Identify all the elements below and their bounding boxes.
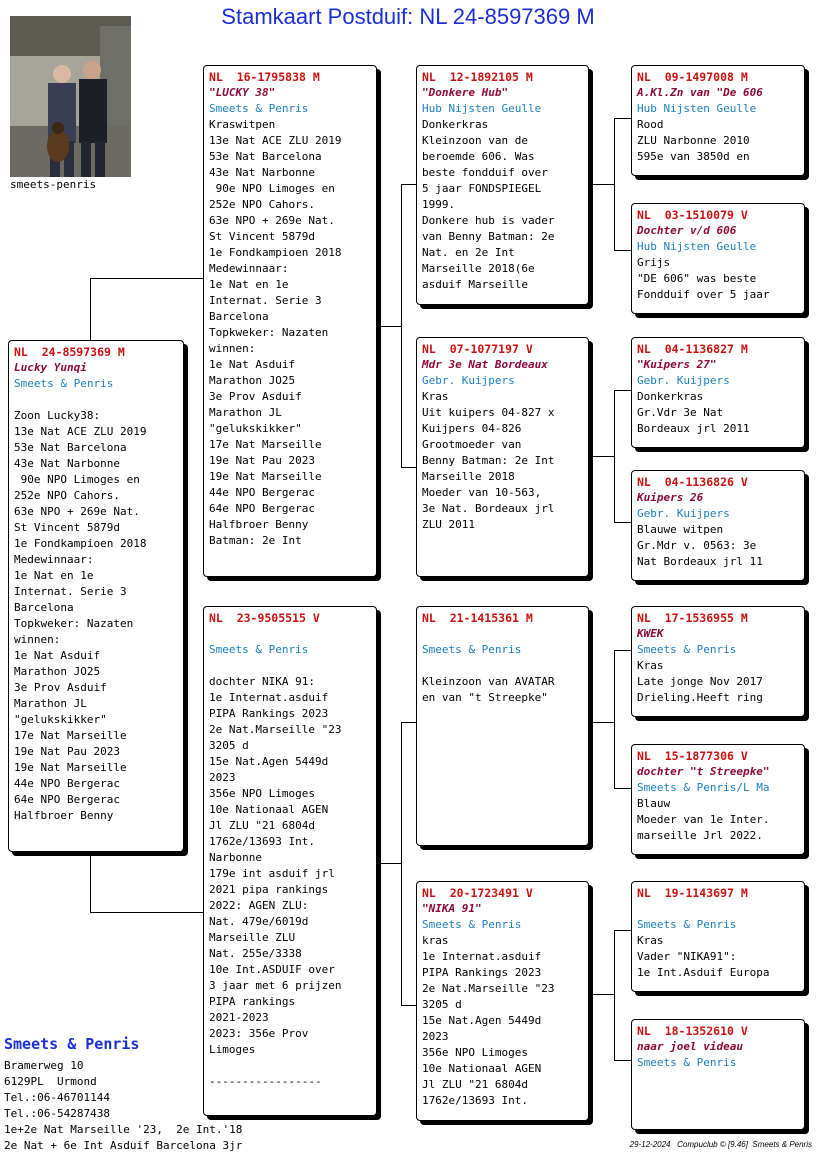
card-text-line: Benny Batman: 2e Int [422, 454, 555, 467]
breeder-phone-1: Tel.:06-46701144 [4, 1091, 110, 1104]
card-text-line: 15e Nat.Agen 5449d [209, 755, 329, 768]
ring-number: NL 12-1892105 M [422, 70, 533, 84]
ring-number: NL 04-1136827 M [637, 342, 748, 356]
connector-line [90, 278, 91, 340]
card-text-line: Marathon JO25 [14, 665, 101, 678]
card-text-line: "DE 606" was beste [637, 272, 757, 285]
card-text-line: Batman: 2e Int [209, 534, 302, 547]
card-text-line: 10e Nationaal AGEN [209, 803, 329, 816]
card-text-line: 13e Nat ACE ZLU 2019 [14, 425, 147, 438]
card-text-line: 15e Nat.Agen 5449d [422, 1014, 542, 1027]
card-text-line: Late jonge Nov 2017 [637, 675, 763, 688]
card-text-line: 5 jaar FONDSPIEGEL [422, 182, 542, 195]
connector-line [401, 722, 417, 723]
card-text-line: Bordeaux jrl 2011 [637, 422, 750, 435]
owner-name: Smeets & Penris [14, 377, 114, 390]
pigeon-name: Mdr 3e Nat Bordeaux [422, 358, 548, 371]
owner-name: Smeets & Penris [637, 1056, 737, 1069]
connector-line [614, 650, 615, 788]
maternal-grandmother-card[interactable] [416, 881, 589, 1121]
owner-name: Hub Nijsten Geulle [422, 102, 542, 115]
ring-number: NL 23-9505515 V [209, 611, 320, 625]
ring-number: NL 16-1795838 M [209, 70, 320, 84]
card-text-line: Halfbroer Benny [14, 809, 114, 822]
card-text-line: Gr.Vdr 3e Nat [637, 406, 724, 419]
paternal-grandmother-card[interactable] [416, 337, 589, 577]
card-text-line [422, 658, 583, 674]
connector-line [401, 722, 402, 1006]
connector-line [90, 852, 91, 912]
card-text-line: Vader "NIKA91": [637, 950, 737, 963]
card-text-line: 53e Nat Barcelona [209, 150, 322, 163]
connector-line [614, 788, 632, 789]
ring-number: NL 07-1077197 V [422, 342, 533, 356]
great-grandparent-card-mff[interactable] [631, 606, 805, 717]
card-text-line: Gr.Mdr v. 0563: 3e [637, 539, 757, 552]
card-text-line: Barcelona [14, 601, 74, 614]
card-text-line: 1762e/13693 Int. [209, 835, 315, 848]
connector-line [614, 118, 632, 119]
card-text-line: Fondduif over 5 jaar [637, 288, 770, 301]
connector-line [589, 456, 615, 457]
card-text-line: Marseille ZLU [209, 931, 296, 944]
ring-number: NL 19-1143697 M [637, 886, 748, 900]
ring-number: NL 17-1536955 M [637, 611, 748, 625]
pigeon-name: Dochter v/d 606 [637, 224, 737, 237]
card-text-line: 63e NPO + 269e Nat. [14, 505, 140, 518]
connector-line [401, 467, 417, 468]
connector-line [376, 863, 402, 864]
card-text-line: marseille Jrl 2022. [637, 829, 763, 842]
card-text-line: Zoon Lucky38: [14, 409, 101, 422]
connector-line [614, 250, 632, 251]
pigeon-name [422, 626, 583, 642]
card-text-line: 3205 d [209, 739, 249, 752]
ring-number: NL 04-1136826 V [637, 475, 748, 489]
card-text-line: PIPA Rankings 2023 [422, 966, 542, 979]
card-text-line: Medewinnaar: [14, 553, 94, 566]
subject-pigeon-card[interactable] [8, 340, 184, 852]
card-text-line: 10e Nationaal AGEN [422, 1062, 542, 1075]
connector-line [589, 722, 615, 723]
card-text-line: Marseille 2018 [422, 470, 515, 483]
card-text-line: Moeder van 1e Inter. [637, 813, 770, 826]
card-text-line: Kras [422, 390, 449, 403]
card-text-line: Grootmoeder van [422, 438, 522, 451]
card-text-line: Marseille 2018(6e [422, 262, 535, 275]
card-text-line: 2023 [422, 1030, 449, 1043]
owner-name: Smeets & Penris [637, 918, 737, 931]
card-text-line: dochter NIKA 91: [209, 675, 315, 688]
card-text-line: 252e NPO Cahors. [14, 489, 120, 502]
great-grandparent-card-ffm[interactable] [631, 203, 805, 314]
card-text-line: Kuijpers 04-826 [422, 422, 522, 435]
connector-line [401, 184, 402, 468]
great-grandparent-card-fmm[interactable] [631, 470, 805, 581]
owner-name: Smeets & Penris [637, 643, 737, 656]
card-text-line: St Vincent 5879d [209, 230, 315, 243]
connector-line [90, 278, 204, 279]
card-text-line: beste fondduif over [422, 166, 548, 179]
card-text-line: 53e Nat Barcelona [14, 441, 127, 454]
connector-line [614, 390, 632, 391]
card-text-line: Rood [637, 118, 664, 131]
card-text-line: Topkweker: Nazaten [209, 326, 329, 339]
breeder-phone-2: Tel.:06-54287438 [4, 1107, 110, 1120]
card-text-line: 2e Nat.Marseille "23 [422, 982, 555, 995]
card-text-line: 43e Nat Narbonne [14, 457, 120, 470]
connector-line [614, 930, 632, 931]
card-text-line: Marathon JL [14, 697, 87, 710]
connector-line [376, 326, 402, 327]
breeder-achievement-1: 1e+2e Nat Marseille '23, 2e Int.'18 [4, 1123, 243, 1136]
card-text-line [14, 392, 178, 408]
card-text-line: Uit kuipers 04-827 x [422, 406, 555, 419]
card-text-line: Barcelona [209, 310, 269, 323]
card-text-line: ZLU 2011 [422, 518, 475, 531]
card-text-line: ----------------- [209, 1075, 322, 1088]
breeder-name: Smeets & Penris [4, 1035, 140, 1053]
card-text-line: Marathon JO25 [209, 374, 296, 387]
card-text-line: Topkweker: Nazaten [14, 617, 134, 630]
owner-name: Gebr. Kuijpers [637, 507, 730, 520]
owner-name: Gebr. Kuijpers [422, 374, 515, 387]
card-text-line: 1e Nat Asduif [209, 358, 296, 371]
card-text-line: asduif Marseille [422, 278, 528, 291]
card-text-line: 19e Nat Marseille [14, 761, 127, 774]
card-text-line: Donkere hub is vader [422, 214, 555, 227]
card-text-line: 3205 d [422, 998, 462, 1011]
card-text-line: Kraswitpen [209, 118, 276, 131]
card-text-line: 10e Int.ASDUIF over [209, 963, 335, 976]
owner-name: Hub Nijsten Geulle [637, 240, 757, 253]
pigeon-name: "Donkere Hub" [422, 86, 509, 99]
owner-name: Gebr. Kuijpers [637, 374, 730, 387]
great-grandparent-card-mmf[interactable] [631, 881, 805, 992]
card-text-line: 179e int asduif jrl [209, 867, 335, 880]
paternal-grandfather-card[interactable] [416, 65, 589, 305]
card-text-line: Jl ZLU "21 6804d [422, 1078, 528, 1091]
card-text-line: Kleinzoon van de [422, 134, 528, 147]
pigeon-name: Kuipers 26 [637, 491, 704, 504]
card-text-line: 1e Int.Asduif Europa [637, 966, 770, 979]
breeder-achievement-2: 2e Nat + 6e Int Asduif Barcelona 3jr [4, 1139, 243, 1152]
card-text-line: Nat Bordeaux jrl 11 [637, 555, 763, 568]
card-text-line: 3e Nat. Bordeaux jrl [422, 502, 555, 515]
great-grandparent-card-fmf[interactable] [631, 337, 805, 448]
card-text-line: Donkerkras [422, 118, 489, 131]
ring-number: NL 18-1352610 V [637, 1024, 748, 1038]
ring-number: NL 20-1723491 V [422, 886, 533, 900]
card-text-line: Donkerkras [637, 390, 704, 403]
ring-number: NL 21-1415361 M [422, 611, 533, 625]
pigeon-name [209, 626, 371, 642]
pigeon-name: Lucky Yunqi [14, 361, 87, 374]
card-text-line: 1e Internat.asduif [422, 950, 542, 963]
pigeon-name: naar joel videau [637, 1040, 743, 1053]
pigeon-name: "NIKA 91" [422, 902, 482, 915]
card-text-line: Kleinzoon van AVATAR [422, 675, 555, 688]
card-text-line: 1999. [422, 198, 456, 211]
card-text-line: van Benny Batman: 2e [422, 230, 555, 243]
card-text-line: 64e NPO Bergerac [14, 793, 120, 806]
photo-caption: smeets-penris [10, 178, 97, 191]
card-text-line [209, 658, 371, 674]
owners-photo [10, 16, 131, 177]
owner-name: Smeets & Penris/L Ma [637, 781, 770, 794]
card-text-line: St Vincent 5879d [14, 521, 120, 534]
connector-line [401, 1005, 417, 1006]
card-text-line: Blauw [637, 797, 671, 810]
connector-line [614, 650, 632, 651]
owner-name: Smeets & Penris [422, 918, 522, 931]
card-text-line: 252e NPO Cahors. [209, 198, 315, 211]
card-text-line: 90e NPO Limoges en [14, 473, 140, 486]
card-text-line: winnen: [209, 342, 256, 355]
pigeon-name: "Kuipers 27" [637, 358, 717, 371]
card-text-line: 1762e/13693 Int. [422, 1094, 528, 1107]
card-text-line: 2021-2023 [209, 1011, 269, 1024]
card-text-line: PIPA Rankings 2023 [209, 707, 329, 720]
great-grandparent-card-mmm[interactable] [631, 1019, 805, 1130]
card-text-line: 19e Nat Marseille [209, 470, 322, 483]
connector-line [614, 930, 615, 1060]
card-text-line: Grijs [637, 256, 671, 269]
card-text-line: 1e Nat Asduif [14, 649, 101, 662]
breeder-city: 6129PL Urmond [4, 1075, 97, 1088]
card-text-line: 63e NPO + 269e Nat. [209, 214, 335, 227]
card-text-line: 1e Fondkampioen 2018 [209, 246, 342, 259]
card-text-line: 1e Fondkampioen 2018 [14, 537, 147, 550]
father-card[interactable] [203, 65, 377, 577]
card-text-line: Moeder van 10-563, [422, 486, 542, 499]
owner-name: Smeets & Penris [422, 643, 522, 656]
ring-number: NL 15-1877306 V [637, 749, 748, 763]
card-text-line: Kras [637, 659, 664, 672]
connector-line [589, 184, 615, 185]
card-text-line: 44e NPO Bergerac [14, 777, 120, 790]
card-text-line: 1e Nat en 1e [14, 569, 94, 582]
card-text-line: 13e Nat ACE ZLU 2019 [209, 134, 342, 147]
card-text-line: 356e NPO Limoges [422, 1046, 528, 1059]
card-text-line: 64e NPO Bergerac [209, 502, 315, 515]
card-text-line: 19e Nat Pau 2023 [14, 745, 120, 758]
page-title: Stamkaart Postduif: NL 24-8597369 M [221, 4, 595, 29]
card-text-line: Marathon JL [209, 406, 282, 419]
card-text-line: 3e Prov Asduif [209, 390, 302, 403]
card-text-line: 3 jaar met 6 prijzen [209, 979, 342, 992]
card-text-line: Internat. Serie 3 [209, 294, 322, 307]
card-text-line: 19e Nat Pau 2023 [209, 454, 315, 467]
card-text-line: Narbonne [209, 851, 262, 864]
ring-number: NL 03-1510079 V [637, 208, 748, 222]
card-text-line: "gelukskikker" [209, 422, 302, 435]
card-text-line: Halfbroer Benny [209, 518, 309, 531]
card-text-line: 595e van 3850d en [637, 150, 750, 163]
card-text-line: 17e Nat Marseille [14, 729, 127, 742]
connector-line [401, 184, 417, 185]
pigeon-name: "LUCKY 38" [209, 86, 276, 99]
pigeon-name: dochter "t Streepke" [637, 765, 770, 778]
card-text-line: Limoges [209, 1043, 256, 1056]
great-grandparent-card-fff[interactable] [631, 65, 805, 176]
connector-line [614, 1060, 632, 1061]
card-text-line: Nat. en 2e Int [422, 246, 515, 259]
breeder-address: Bramerweg 10 [4, 1059, 84, 1072]
card-text-line: Blauwe witpen [637, 523, 724, 536]
card-text-line: Drieling.Heeft ring [637, 691, 763, 704]
connector-line [614, 118, 615, 250]
connector-line [614, 390, 615, 522]
maternal-grandfather-card[interactable] [416, 606, 589, 846]
ring-number: NL 24-8597369 M [14, 345, 125, 359]
card-text-line: 1e Internat.asduif [209, 691, 329, 704]
pigeon-name: A.Kl.Zn van "De 606 [637, 86, 763, 99]
card-text-line: 17e Nat Marseille [209, 438, 322, 451]
card-text-line: 43e Nat Narbonne [209, 166, 315, 179]
card-text-line: Kras [637, 934, 664, 947]
card-text-line: PIPA rankings [209, 995, 296, 1008]
card-text-line: 44e NPO Bergerac [209, 486, 315, 499]
card-text-line: winnen: [14, 633, 61, 646]
card-text-line: kras [422, 934, 449, 947]
card-text-line: 2023 [209, 771, 236, 784]
card-text-line: 90e NPO Limoges en [209, 182, 335, 195]
connector-line [90, 912, 204, 913]
card-text-line: 2e Nat.Marseille "23 [209, 723, 342, 736]
pigeon-name: KWEK [637, 627, 664, 640]
pigeon-name [637, 901, 799, 917]
connector-line [614, 522, 632, 523]
owner-name: Smeets & Penris [209, 102, 309, 115]
card-text-line: Medewinnaar: [209, 262, 289, 275]
card-text-line: Internat. Serie 3 [14, 585, 127, 598]
card-text-line: 1e Nat en 1e [209, 278, 289, 291]
card-text-line: 2023: 356e Prov [209, 1027, 309, 1040]
card-text-line: 2021 pipa rankings [209, 883, 329, 896]
card-text-line: Nat. 255e/3338 [209, 947, 302, 960]
card-text-line: en van "t Streepke" [422, 691, 548, 704]
card-text-line: Nat. 479e/6019d [209, 915, 309, 928]
great-grandparent-card-mfm[interactable] [631, 744, 805, 855]
card-text-line: beroemde 606. Was [422, 150, 535, 163]
owner-name: Smeets & Penris [209, 643, 309, 656]
card-text-line: 356e NPO Limoges [209, 787, 315, 800]
card-text-line: Jl ZLU "21 6804d [209, 819, 315, 832]
footer-credits: 29-12-2024 Compuclub © [9.46] Smeets & Penris [629, 1140, 812, 1149]
connector-line [589, 994, 615, 995]
card-text-line: ZLU Narbonne 2010 [637, 134, 750, 147]
breeder-info [4, 1034, 242, 1154]
card-text-line: 3e Prov Asduif [14, 681, 107, 694]
owner-name: Hub Nijsten Geulle [637, 102, 757, 115]
card-text-line: "gelukskikker" [14, 713, 107, 726]
card-text-line: 2022: AGEN ZLU: [209, 899, 309, 912]
ring-number: NL 09-1497008 M [637, 70, 748, 84]
